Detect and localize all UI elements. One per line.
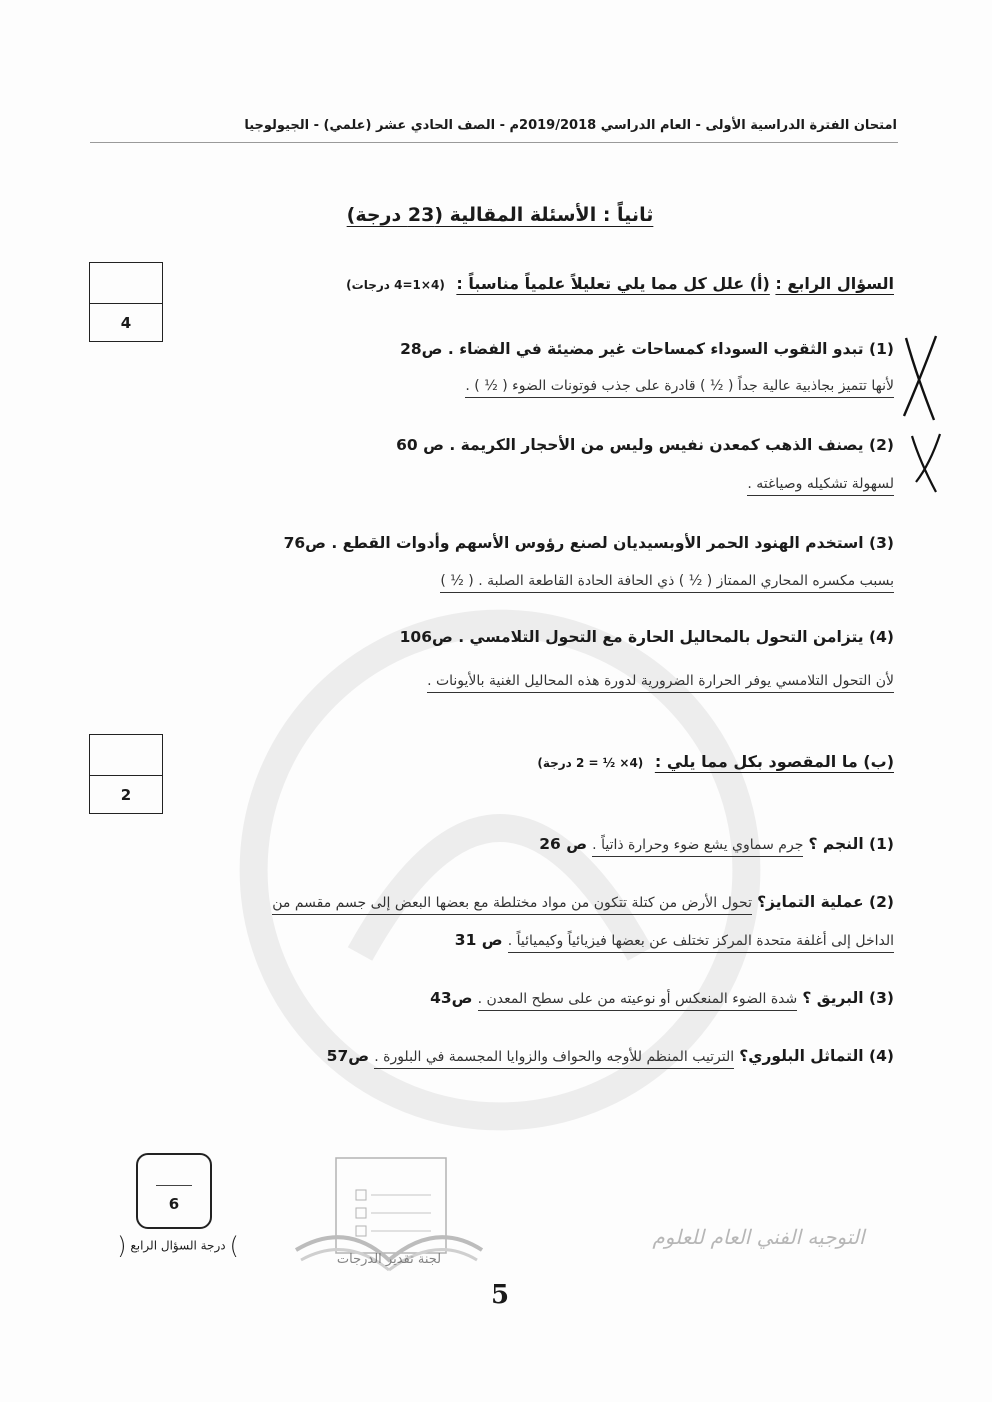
part-b-score: 2 (120, 785, 132, 804)
part-b-heading: (ب) ما المقصود بكل مما يلي : (4× ½ = 2 درجة) (537, 752, 894, 771)
part-a-question-1: (1) تبدو الثقوب السوداء كمساحات غير مضيئة في الفضاء . ص28 (400, 340, 894, 358)
part-a-answer-4: لأن التحول التلامسي يوفر الحرارة الضرورية لدورة هذه المحاليل الغنية بالأيونات . (427, 673, 894, 693)
exam-header: امتحان الفترة الدراسية الأولى - العام الدراسي 2019/2018م - الصف الحادي عشر (علمي) - الجيولوجيا (244, 118, 897, 133)
part-b-item-4: (4) التماثل البلوري؟ الترتيب المنظم للأوجه والحواف والزوايا المجسمة في البلورة . ص57 (327, 1046, 894, 1065)
signature: التوجيه الفني العام للعلوم (652, 1225, 865, 1249)
part-a-heading: السؤال الرابع : (أ) علل كل مما يلي تعليلاً علمياً مناسباً : (4×1=4 درجات) (346, 274, 894, 293)
part-b-item-1: (1) النجم ؟ جرم سماوي يشع ضوء وحرارة ذاتياً . ص 26 (539, 834, 894, 853)
part-a-score: 4 (120, 313, 132, 332)
part-a-question-2: (2) يصنف الذهب كمعدن نفيس وليس من الأحجار الكريمة . ص 60 (396, 436, 894, 454)
part-b-item-2-line-2: الداخل إلى أغلفة متحدة المركز تختلف عن بعضها فيزيائياً وكيميائياً . ص 31 (455, 930, 894, 949)
part-a-score-box (89, 262, 163, 342)
header-divider (90, 142, 898, 143)
part-a-answer-1: لأنها تتميز بجاذبية عالية جداً ( ½ ) قادرة على جذب فوتونات الضوء ( ½ ) . (465, 378, 894, 398)
section-title: ثانياً : الأسئلة المقالية (23 درجة) (346, 204, 654, 226)
stamp-caption: لجنة تقدير الدرجات (336, 1252, 442, 1267)
part-a-question-3: (3) استخدم الهنود الحمر الأوبسيديان لصنع رؤوس الأسهم وأدوات القطع . ص76 (283, 534, 894, 552)
page-number: 5 (490, 1280, 510, 1310)
part-a-question-4: (4) يتزامن التحول بالمحاليل الحارة مع التحول التلامسي . ص106 (399, 628, 894, 646)
part-a-answer-3: بسبب مكسره المحاري الممتاز ( ½ ) ذي الحافة الحادة القاطعة الصلبة . ( ½ ) (440, 573, 894, 593)
handwritten-x-mark-2 (906, 432, 946, 496)
part-b-item-3: (3) البريق ؟ شدة الضوء المنعكس أو نوعيته من على سطح المعدن . ص43 (430, 988, 894, 1007)
part-a-answer-2: لسهولة تشكيله وصياغته . (747, 476, 894, 496)
part-b-score-box (89, 734, 163, 814)
final-score: 6 (168, 1195, 180, 1213)
part-b-item-2-line-1: (2) عملية التمايز؟ تحول الأرض من كتلة تتكون من مواد مختلطة مع بعضها البعض إلى جسم مقسم من (272, 892, 894, 911)
final-score-label: ) درجة السؤال الرابع ( (117, 1232, 239, 1260)
final-score-box (136, 1153, 212, 1229)
handwritten-x-mark-1 (900, 334, 940, 424)
